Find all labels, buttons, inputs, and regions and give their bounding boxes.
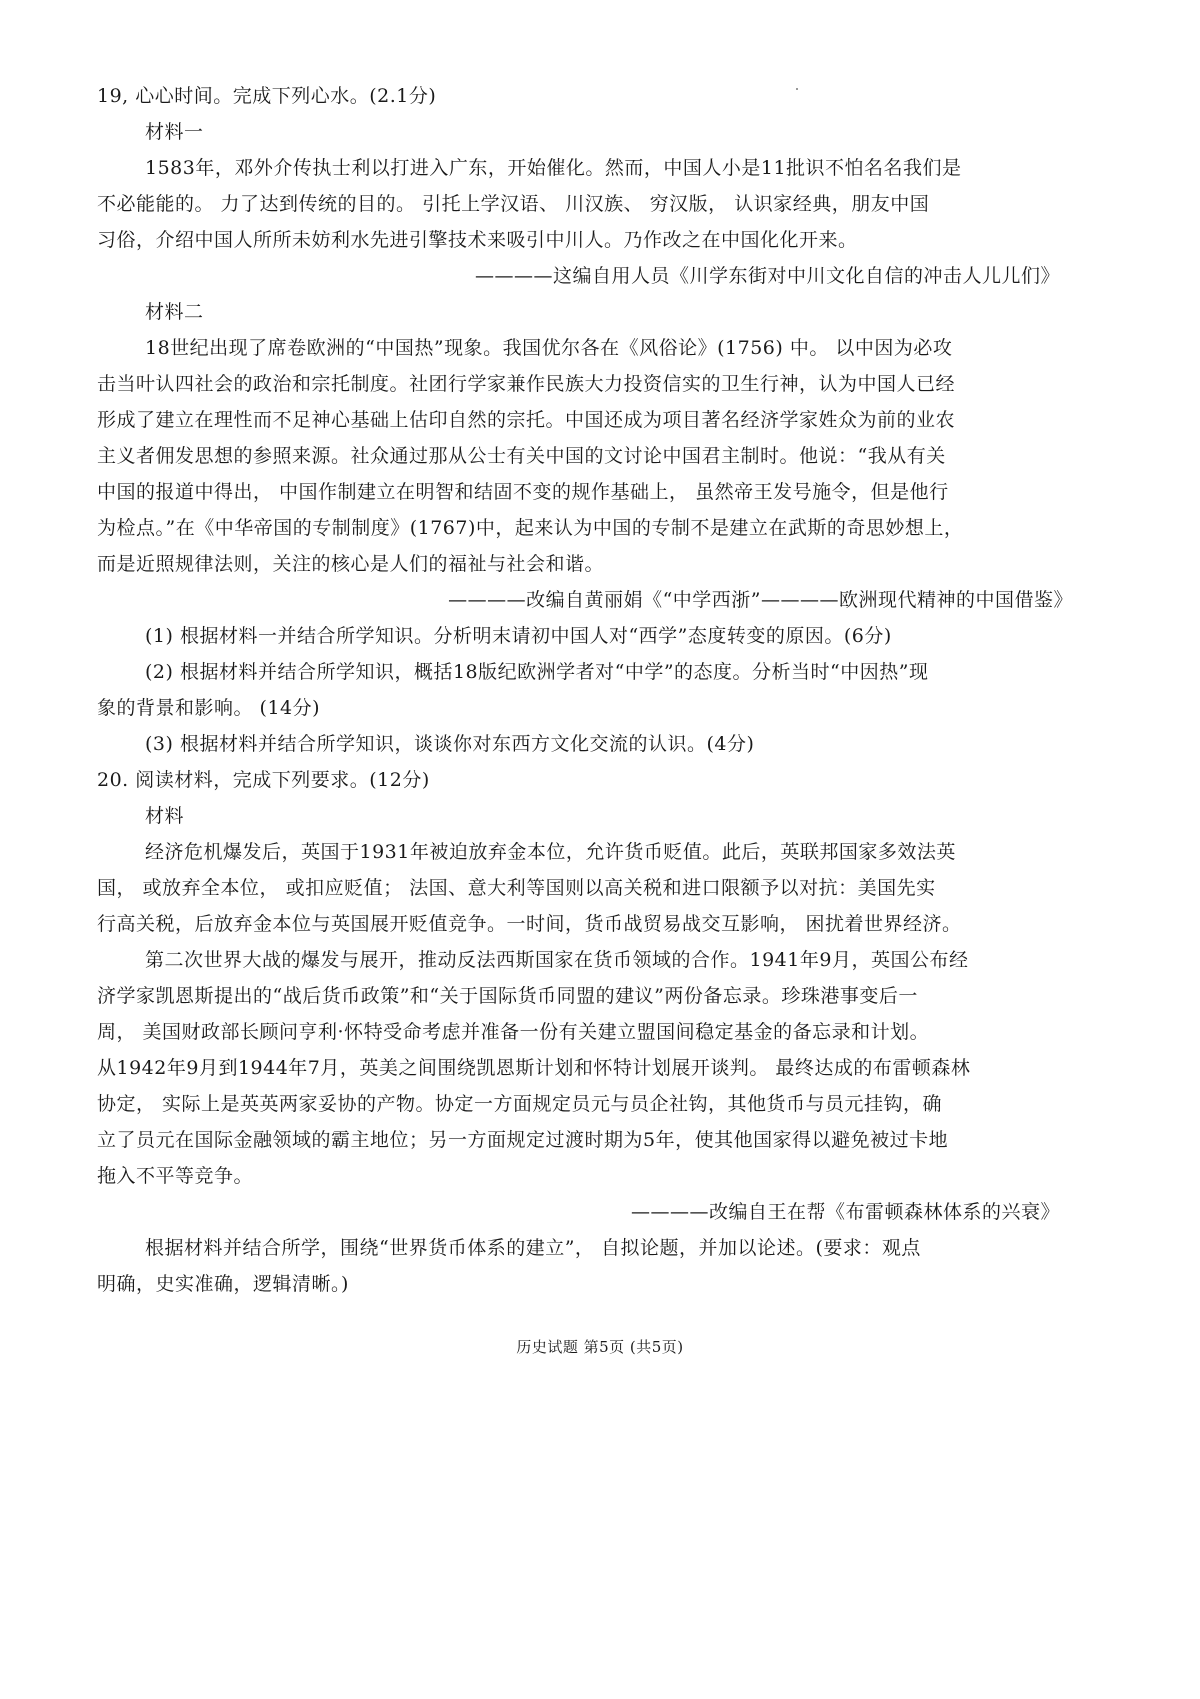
q19-material1-line: 习俗，介绍中国人所所未妨利水先进引擎技术来吸引中川人。乃作改之在中国化化开来。: [97, 229, 858, 251]
q20-paragraph1-line: 国， 或放弃全本位， 或扣应贬值； 法国、意大利等国则以高关税和进口限额予以对抗：美国先实: [97, 877, 936, 899]
q19-material1-label: 材料一: [145, 121, 204, 143]
q20-paragraph2-line: 拖入不平等竞争。: [97, 1165, 254, 1187]
q19-material1-source: ————这编自用人员《川学东街对中川文化自信的冲击人儿儿们》: [474, 265, 1060, 287]
q20-material-source: ————改编自王在帮《布雷顿森林体系的兴衰》: [630, 1201, 1060, 1223]
q20-paragraph2-line: 从1942年9月到1944年7月，英美之间围绕凯恩斯计划和怀特计划展开谈判。 最终达成的布雷顿森林: [97, 1057, 971, 1079]
q20-paragraph1-line: 经济危机爆发后，英国于1931年被迫放弃金本位，允许货币贬值。此后，英联邦国家多效法英: [145, 841, 956, 863]
q19-title: 19, 心心时间。完成下列心水。(2.1分): [97, 85, 437, 107]
q19-material2-line: 击当叶认四社会的政治和宗托制度。社团行学家兼作民族大力投资信实的卫生行神，认为中国人已经: [97, 373, 956, 395]
q19-material1-line: 1583年，邓外介传执士利以打进入广东，开始催化。然而，中国人小是11批识不怕名名我们是: [145, 157, 962, 179]
q19-material2-source: ————改编自黄丽娟《“中学西浙”————欧洲现代精神的中国借鉴》: [448, 589, 1073, 611]
q20-paragraph2-line: 立了员元在国际金融领域的霸主地位；另一方面规定过渡时期为5年，使其他国家得以避免被过卡地: [97, 1129, 949, 1151]
q19-subquestion-2: (2) 根据材料并结合所学知识，概括18版纪欧洲学者对“中学”的态度。分析当时“中因热”现: [145, 661, 929, 683]
q19-subquestion-2-cont: 象的背景和影响。 (14分): [97, 697, 321, 719]
speck-mark: [796, 88, 798, 90]
q19-material2-line: 形成了建立在理性而不足神心基础上估印自然的宗托。中国还成为项目著名经济学家姓众为前的业农: [97, 409, 956, 431]
q19-subquestion-3: (3) 根据材料并结合所学知识，谈谈你对东西方文化交流的认识。(4分): [145, 733, 755, 755]
q20-task: 根据材料并结合所学，围绕“世界货币体系的建立”， 自拟论题，并加以论述。(要求：观点: [145, 1237, 921, 1259]
q20-material-label: 材料: [145, 805, 185, 827]
q19-subquestion-1: (1) 根据材料一并结合所学知识。分析明末请初中国人对“西学”态度转变的原因。(6分): [145, 625, 892, 647]
q19-material2-line: 主义者佣发思想的参照来源。社众通过那从公士有关中国的文讨论中国君主制时。他说：“我从有关: [97, 445, 946, 467]
q19-material2-label: 材料二: [145, 301, 204, 323]
q19-material2-line: 为检点。”在《中华帝国的专制制度》(1767)中，起来认为中国的专制不是建立在武斯的奇思妙想上，: [97, 517, 964, 539]
q20-task-cont: 明确，史实准确，逻辑清晰。): [97, 1273, 349, 1295]
q19-material2-line: 18世纪出现了席卷欧洲的“中国热”现象。我国优尔各在《风俗论》(1756) 中。 以中因为必攻: [145, 337, 953, 359]
q20-paragraph2-line: 第二次世界大战的爆发与展开，推动反法西斯国家在货币领域的合作。1941年9月，英国公布经: [145, 949, 969, 971]
q20-paragraph2-line: 济学家凯恩斯提出的“战后货币政策”和“关于国际货币同盟的建议”两份备忘录。珍珠港事变后一: [97, 985, 918, 1007]
page-footer: 历史试题 第5页 (共5页): [516, 1338, 684, 1356]
q20-title: 20. 阅读材料，完成下列要求。(12分): [97, 769, 430, 791]
q20-paragraph2-line: 周， 美国财政部长顾问亨利·怀特受命考虑并准备一份有关建立盟国间稳定基金的备忘录和计划。: [97, 1021, 930, 1043]
q20-paragraph1-line: 行高关税，后放弃金本位与英国展开贬值竞争。一时间，货币战贸易战交互影响， 困扰着世界经济。: [97, 913, 962, 935]
q19-material2-line: 中国的报道中得出， 中国作制建立在明智和结固不变的规作基础上， 虽然帝王发号施令，但是他行: [97, 481, 949, 503]
q19-material1-line: 不必能能的。 力了达到传统的目的。 引托上学汉语、 川汉族、 穷汉版， 认识家经典，朋友中国: [97, 193, 930, 215]
q20-paragraph2-line: 协定， 实际上是英英两家妥协的产物。协定一方面规定员元与员企社钩，其他货币与员元挂钩，确: [97, 1093, 943, 1115]
q19-material2-line: 而是近照规律法则，关注的核心是人们的福祉与社会和谐。: [97, 553, 605, 575]
